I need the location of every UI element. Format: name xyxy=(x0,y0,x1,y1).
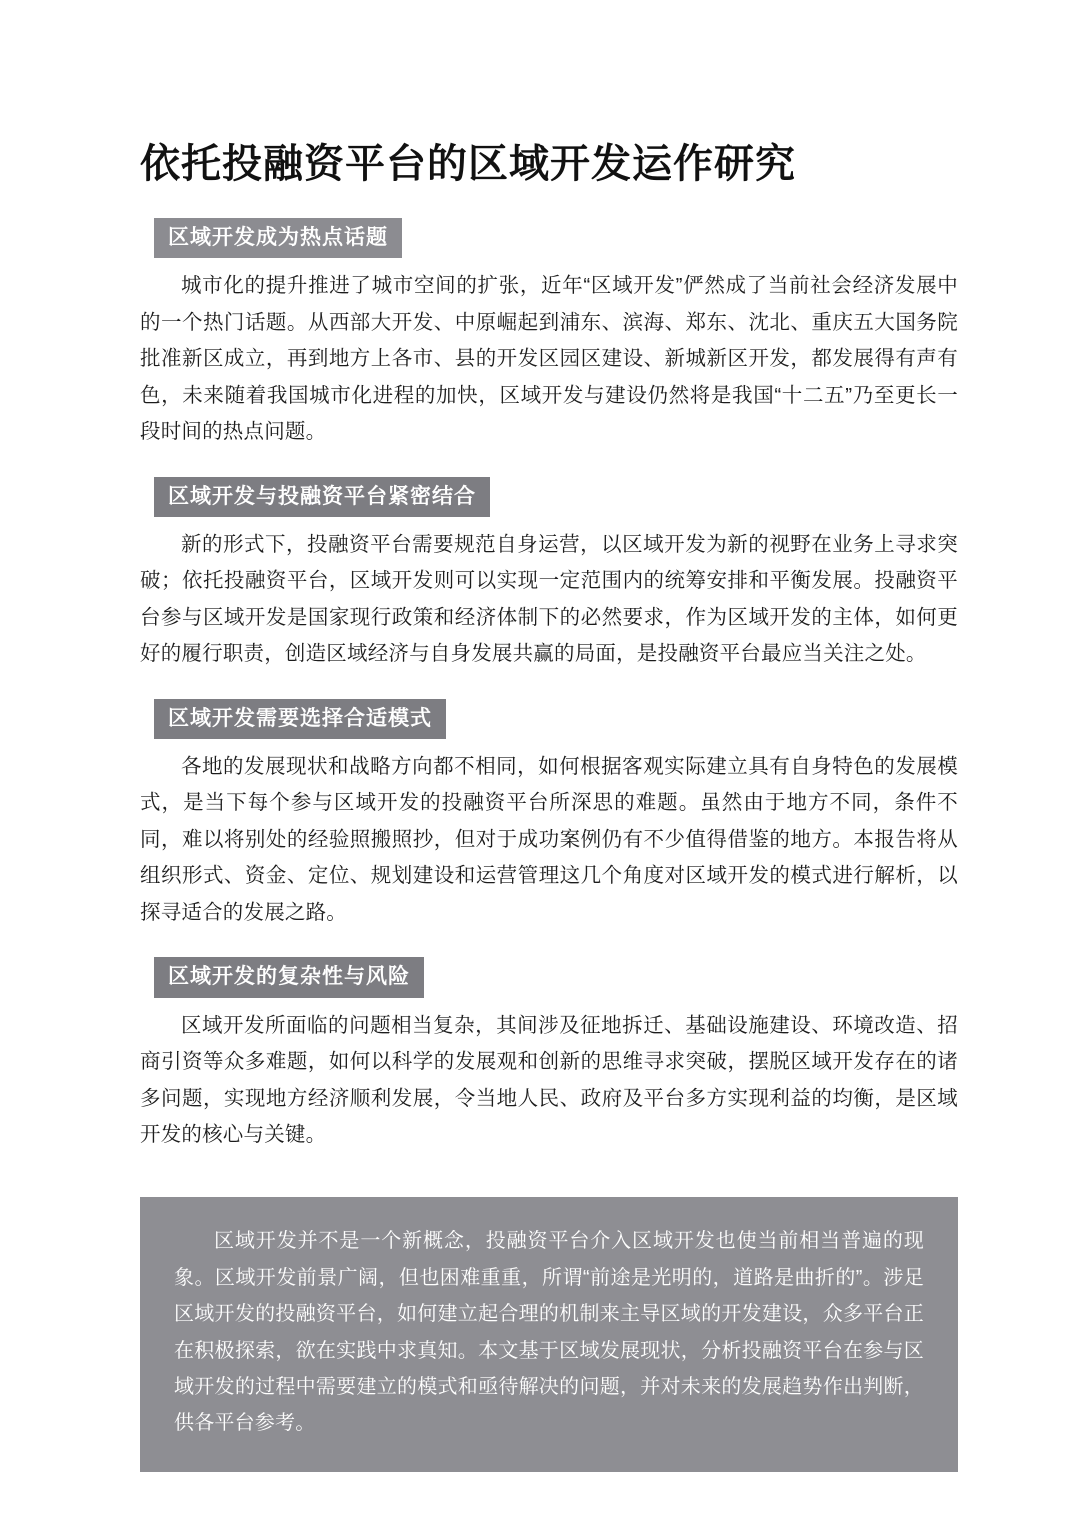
section-paragraph: 区域开发所面临的问题相当复杂，其间涉及征地拆迁、基础设施建设、环境改造、招商引资等众多难题，如何以科学的发展观和创新的思维寻求突破，摆脱区域开发存在的诸多问题，实现地方经济顺利发展，令当地人民、政府及平台多方实现利益的均衡，是区域开发的核心与关键。 xyxy=(140,1013,958,1146)
document-content xyxy=(140,140,958,1472)
page-title: 依托投融资平台的区域开发运作研究 xyxy=(140,142,796,186)
summary-paragraph: 区域开发并不是一个新概念，投融资平台介入区域开发也使当前相当普遍的现象。区域开发前景广阔，但也困难重重，所谓“前途是光明的，道路是曲折的”。涉足区域开发的投融资平台，如何建立起合理的机制来主导区域的开发建设，众多平台正在积极探索，欲在实践中求真知。本文基于区域发展现状，分析投融资平台在参与区域开发的过程中需要建立的模式和亟待解决的问题，并对未来的发展趋势作出判断，供各平台参考。 xyxy=(174,1230,924,1435)
summary-box xyxy=(140,1197,958,1471)
section-hot-topic xyxy=(140,218,958,451)
section-heading: 区域开发需要选择合适模式 xyxy=(154,699,446,739)
section-heading: 区域开发成为热点话题 xyxy=(154,218,402,258)
section-heading: 区域开发的复杂性与风险 xyxy=(154,957,424,997)
section-paragraph: 城市化的提升推进了城市空间的扩张，近年“区域开发”俨然成了当前社会经济发展中的一个热门话题。从西部大开发、中原崛起到浦东、滨海、郑东、沈北、重庆五大国务院批准新区成立，再到地方上各市、县的开发区园区建设、新城新区开发，都发展得有声有色，未来随着我国城市化进程的加快，区域开发与建设仍然将是我国“十二五”乃至更长一段时间的热点问题。 xyxy=(140,274,958,444)
section-complexity-risk xyxy=(140,957,958,1153)
section-paragraph: 各地的发展现状和战略方向都不相同，如何根据客观实际建立具有自身特色的发展模式，是当下每个参与区域开发的投融资平台所深思的难题。虽然由于地方不同，条件不同，难以将别处的经验照搬照抄，但对于成功案例仍有不少值得借鉴的地方。本报告将从组织形式、资金、定位、规划建设和运营管理这几个角度对区域开发的模式进行解析，以探寻适合的发展之路。 xyxy=(140,754,958,924)
section-heading: 区域开发与投融资平台紧密结合 xyxy=(154,477,490,517)
section-close-integration xyxy=(140,477,958,673)
section-paragraph: 新的形式下，投融资平台需要规范自身运营，以区域开发为新的视野在业务上寻求突破；依托投融资平台，区域开发则可以实现一定范围内的统筹安排和平衡发展。投融资平台参与区域开发是国家现行政策和经济体制下的必然要求，作为区域开发的主体，如何更好的履行职责，创造区域经济与自身发展共赢的局面，是投融资平台最应当关注之处。 xyxy=(140,532,958,666)
section-choose-model xyxy=(140,699,958,932)
